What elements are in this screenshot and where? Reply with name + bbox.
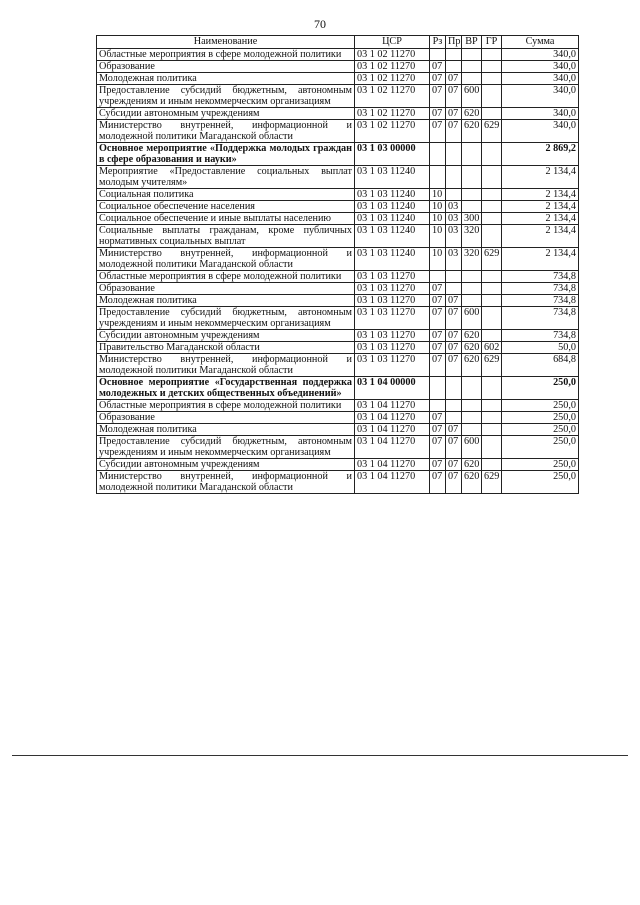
cell-sum: 2 134,4 [502,225,579,248]
cell-sum: 734,8 [502,307,579,330]
cell-gr [482,143,502,166]
cell-gr [482,61,502,73]
table-row [97,459,579,471]
cell-gr [482,73,502,85]
cell-pr [446,61,462,73]
cell-rz: 10 [430,201,446,213]
cell-csr: 03 1 03 11240 [355,189,430,201]
cell-csr: 03 1 02 11270 [355,108,430,120]
cell-csr: 03 1 03 11270 [355,295,430,307]
cell-name: Областные мероприятия в сфере молодежной политики [97,271,355,283]
cell-sum: 2 869,2 [502,143,579,166]
cell-pr: 07 [446,120,462,143]
cell-vr: 620 [462,354,482,377]
cell-pr [446,166,462,189]
cell-sum: 734,8 [502,295,579,307]
cell-gr: 602 [482,342,502,354]
cell-vr: 620 [462,330,482,342]
cell-csr: 03 1 03 00000 [355,143,430,166]
table-row [97,143,579,166]
table-row [97,166,579,189]
cell-rz: 07 [430,424,446,436]
cell-pr: 03 [446,248,462,271]
table-row [97,377,579,400]
cell-rz: 07 [430,354,446,377]
cell-vr [462,283,482,295]
cell-gr [482,49,502,61]
cell-rz: 07 [430,73,446,85]
cell-gr: 629 [482,120,502,143]
cell-pr [446,412,462,424]
table-row [97,248,579,271]
cell-csr: 03 1 04 11270 [355,459,430,471]
cell-pr: 07 [446,295,462,307]
cell-pr [446,49,462,61]
header-pr: Пр [446,36,462,49]
cell-csr: 03 1 02 11270 [355,61,430,73]
table-row [97,225,579,248]
cell-csr: 03 1 03 11240 [355,248,430,271]
cell-rz [430,49,446,61]
cell-csr: 03 1 03 11240 [355,213,430,225]
cell-rz [430,271,446,283]
cell-csr: 03 1 04 00000 [355,377,430,400]
cell-vr: 300 [462,213,482,225]
cell-sum: 2 134,4 [502,213,579,225]
cell-pr [446,271,462,283]
cell-name: Субсидии автономным учреждениям [97,330,355,342]
cell-csr: 03 1 02 11270 [355,49,430,61]
cell-vr [462,49,482,61]
cell-name: Молодежная политика [97,73,355,85]
cell-csr: 03 1 04 11270 [355,400,430,412]
header-rz: Рз [430,36,446,49]
cell-pr [446,400,462,412]
table-row [97,201,579,213]
cell-sum: 340,0 [502,49,579,61]
cell-pr [446,189,462,201]
table-row [97,283,579,295]
cell-name: Социальное обеспечение и иные выплаты населению [97,213,355,225]
table-row [97,108,579,120]
cell-csr: 03 1 02 11270 [355,120,430,143]
cell-sum: 50,0 [502,342,579,354]
cell-vr [462,143,482,166]
cell-vr: 600 [462,436,482,459]
cell-name: Предоставление субсидий бюджетным, автономным учреждениям и иным некоммерческим организациям [97,436,355,459]
cell-sum: 2 134,4 [502,189,579,201]
cell-pr: 07 [446,307,462,330]
cell-sum: 2 134,4 [502,248,579,271]
cell-pr [446,143,462,166]
cell-gr [482,213,502,225]
cell-vr [462,377,482,400]
cell-rz [430,143,446,166]
table-row [97,73,579,85]
cell-vr: 320 [462,248,482,271]
cell-name: Предоставление субсидий бюджетным, автономным учреждениям и иным некоммерческим организациям [97,307,355,330]
cell-rz: 10 [430,189,446,201]
cell-pr: 07 [446,342,462,354]
cell-vr [462,189,482,201]
cell-sum: 250,0 [502,471,579,494]
cell-gr [482,189,502,201]
cell-pr: 03 [446,225,462,248]
table-row [97,400,579,412]
table-body [97,49,579,494]
cell-csr: 03 1 03 11240 [355,225,430,248]
cell-rz: 07 [430,412,446,424]
cell-csr: 03 1 04 11270 [355,436,430,459]
cell-name: Субсидии автономным учреждениям [97,108,355,120]
cell-pr: 03 [446,201,462,213]
cell-rz: 07 [430,471,446,494]
cell-pr: 07 [446,354,462,377]
table-row [97,307,579,330]
cell-gr: 629 [482,248,502,271]
cell-sum: 250,0 [502,424,579,436]
cell-sum: 734,8 [502,271,579,283]
cell-sum: 250,0 [502,400,579,412]
table-row [97,471,579,494]
cell-vr [462,295,482,307]
cell-rz: 07 [430,108,446,120]
cell-pr: 07 [446,108,462,120]
table-row [97,354,579,377]
cell-pr: 07 [446,73,462,85]
table-row [97,213,579,225]
cell-csr: 03 1 04 11270 [355,412,430,424]
table-row [97,436,579,459]
cell-name: Правительство Магаданской области [97,342,355,354]
cell-csr: 03 1 03 11270 [355,307,430,330]
cell-sum: 2 134,4 [502,201,579,213]
table-row [97,120,579,143]
cell-sum: 340,0 [502,73,579,85]
cell-gr [482,307,502,330]
cell-rz: 07 [430,436,446,459]
cell-name: Министерство внутренней, информационной и молодежной политики Магаданской области [97,248,355,271]
cell-gr [482,400,502,412]
cell-csr: 03 1 03 11270 [355,342,430,354]
cell-pr: 07 [446,424,462,436]
cell-gr [482,201,502,213]
cell-pr: 07 [446,471,462,494]
cell-csr: 03 1 04 11270 [355,424,430,436]
cell-pr: 03 [446,213,462,225]
cell-name: Областные мероприятия в сфере молодежной политики [97,400,355,412]
table-row [97,61,579,73]
cell-vr [462,61,482,73]
cell-name: Молодежная политика [97,424,355,436]
cell-gr [482,283,502,295]
cell-gr [482,377,502,400]
cell-csr: 03 1 03 11240 [355,201,430,213]
cell-vr: 600 [462,85,482,108]
table-row [97,424,579,436]
header-sum: Сумма [502,36,579,49]
cell-vr [462,412,482,424]
cell-name: Основное мероприятие «Государственная поддержка молодежных и детских общественных объединений» [97,377,355,400]
cell-gr [482,412,502,424]
cell-sum: 2 134,4 [502,166,579,189]
cell-rz: 07 [430,295,446,307]
cell-name: Образование [97,412,355,424]
header-csr: ЦСР [355,36,430,49]
cell-vr: 620 [462,342,482,354]
cell-sum: 250,0 [502,459,579,471]
cell-name: Образование [97,61,355,73]
cell-vr [462,271,482,283]
cell-rz: 07 [430,342,446,354]
cell-rz [430,377,446,400]
cell-vr [462,201,482,213]
table-row [97,271,579,283]
cell-sum: 340,0 [502,120,579,143]
cell-gr: 629 [482,471,502,494]
cell-gr [482,295,502,307]
cell-pr: 07 [446,330,462,342]
cell-name: Социальное обеспечение населения [97,201,355,213]
table-row [97,85,579,108]
cell-csr: 03 1 03 11240 [355,166,430,189]
cell-csr: 03 1 03 11270 [355,283,430,295]
cell-name: Основное мероприятие «Поддержка молодых граждан в сфере образования и науки» [97,143,355,166]
cell-gr [482,108,502,120]
cell-name: Предоставление субсидий бюджетным, автономным учреждениям и иным некоммерческим организациям [97,85,355,108]
cell-sum: 340,0 [502,61,579,73]
cell-vr: 320 [462,225,482,248]
cell-gr [482,436,502,459]
cell-pr [446,377,462,400]
cell-gr [482,424,502,436]
cell-vr: 620 [462,108,482,120]
cell-name: Мероприятие «Предоставление социальных выплат молодым учителям» [97,166,355,189]
table-row [97,49,579,61]
cell-gr: 629 [482,354,502,377]
cell-rz: 07 [430,330,446,342]
cell-rz: 07 [430,283,446,295]
header-gr: ГР [482,36,502,49]
page-number: 70 [314,17,326,31]
cell-name: Субсидии автономным учреждениям [97,459,355,471]
cell-name: Министерство внутренней, информационной и молодежной политики Магаданской области [97,354,355,377]
cell-rz [430,400,446,412]
cell-pr: 07 [446,459,462,471]
cell-sum: 734,8 [502,283,579,295]
cell-csr: 03 1 04 11270 [355,471,430,494]
cell-rz: 10 [430,225,446,248]
cell-name: Молодежная политика [97,295,355,307]
cell-vr [462,424,482,436]
cell-csr: 03 1 03 11270 [355,354,430,377]
cell-name: Областные мероприятия в сфере молодежной политики [97,49,355,61]
cell-gr [482,330,502,342]
table-header-row [97,36,579,49]
cell-sum: 250,0 [502,377,579,400]
table-row [97,189,579,201]
cell-gr [482,166,502,189]
page-divider [12,755,628,756]
cell-vr: 620 [462,459,482,471]
cell-vr: 600 [462,307,482,330]
cell-csr: 03 1 03 11270 [355,330,430,342]
cell-csr: 03 1 03 11270 [355,271,430,283]
cell-rz: 07 [430,459,446,471]
cell-pr: 07 [446,85,462,108]
cell-rz: 10 [430,248,446,271]
cell-sum: 250,0 [502,412,579,424]
cell-sum: 684,8 [502,354,579,377]
cell-pr [446,283,462,295]
table-row [97,330,579,342]
cell-rz [430,166,446,189]
cell-name: Министерство внутренней, информационной и молодежной политики Магаданской области [97,120,355,143]
budget-table [96,35,579,494]
cell-name: Социальная политика [97,189,355,201]
cell-pr: 07 [446,436,462,459]
cell-vr: 620 [462,471,482,494]
cell-csr: 03 1 02 11270 [355,73,430,85]
cell-vr [462,166,482,189]
cell-rz: 07 [430,85,446,108]
cell-name: Образование [97,283,355,295]
cell-vr [462,73,482,85]
cell-vr: 620 [462,120,482,143]
header-vr: ВР [462,36,482,49]
cell-sum: 250,0 [502,436,579,459]
cell-rz: 10 [430,213,446,225]
cell-gr [482,271,502,283]
table-row [97,342,579,354]
table-row [97,412,579,424]
cell-gr [482,459,502,471]
table-row [97,295,579,307]
cell-csr: 03 1 02 11270 [355,85,430,108]
header-name: Наименование [97,36,355,49]
cell-vr [462,400,482,412]
cell-rz: 07 [430,61,446,73]
cell-name: Министерство внутренней, информационной и молодежной политики Магаданской области [97,471,355,494]
cell-name: Социальные выплаты гражданам, кроме публичных нормативных социальных выплат [97,225,355,248]
cell-sum: 340,0 [502,108,579,120]
cell-rz: 07 [430,120,446,143]
cell-gr [482,85,502,108]
cell-sum: 734,8 [502,330,579,342]
cell-sum: 340,0 [502,85,579,108]
cell-gr [482,225,502,248]
cell-rz: 07 [430,307,446,330]
